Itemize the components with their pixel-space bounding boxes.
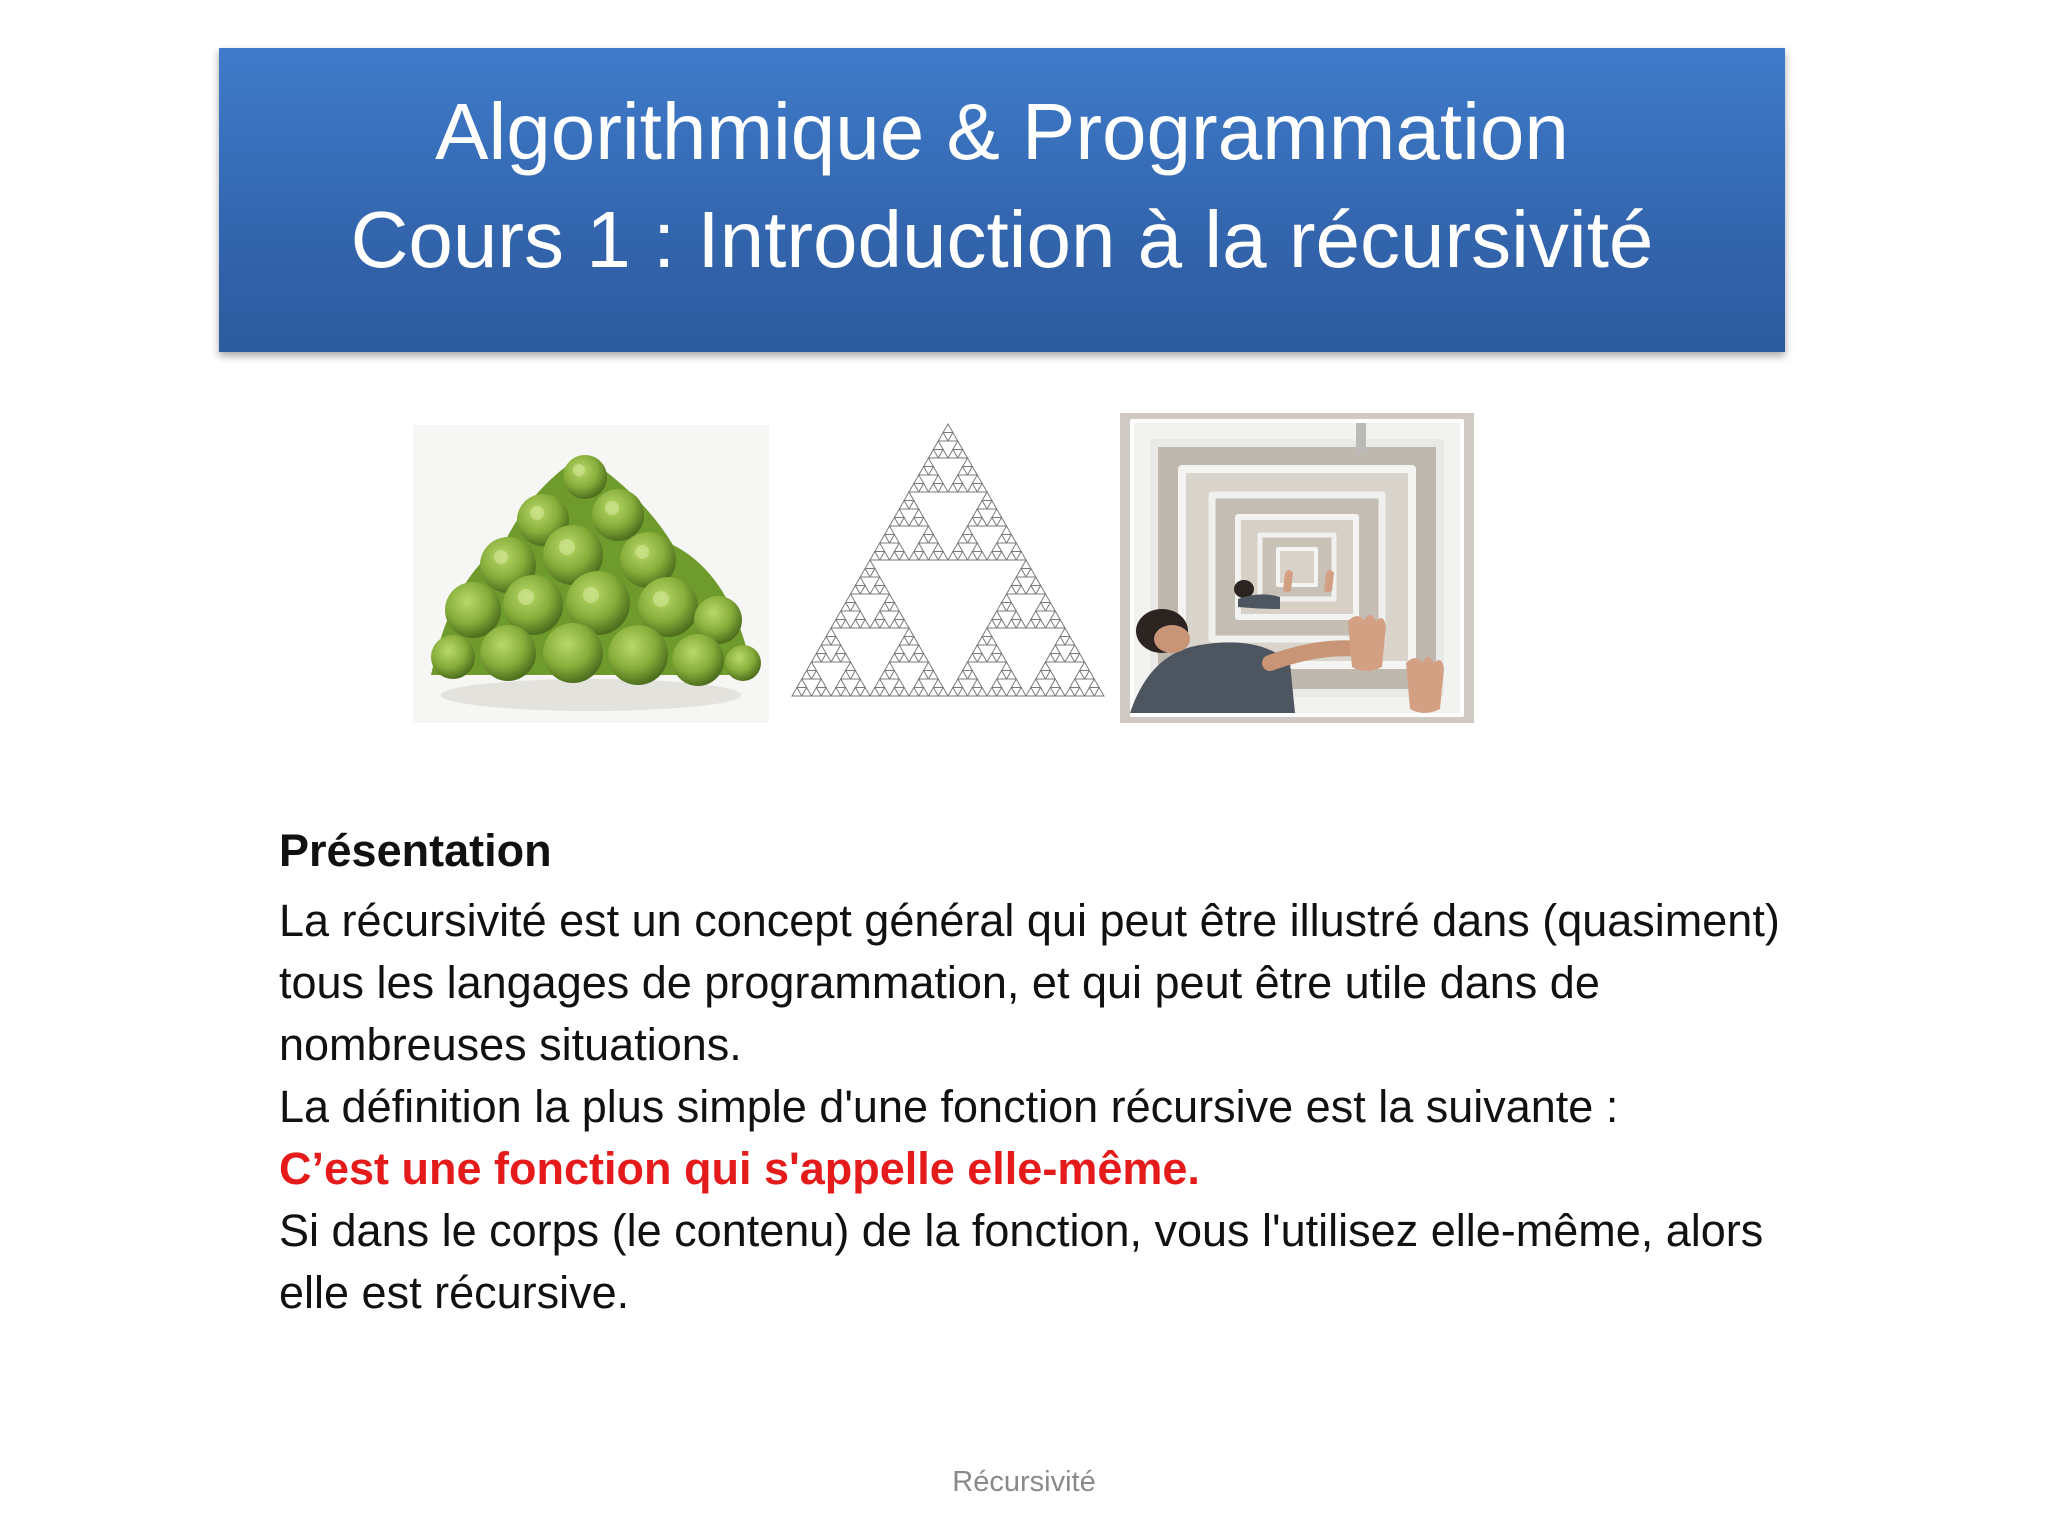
section-heading: Présentation [279,825,552,876]
paragraph-4: Si dans le corps (le contenu) de la fonction, vous l'utilisez elle-même, alors elle est récursive. [279,1205,1764,1318]
presentation-section [279,820,1799,1324]
title-line-1: Algorithmique & Programmation [435,87,1569,176]
mirror-image [1120,413,1474,723]
romanesco-image [413,425,769,723]
title-banner [219,48,1785,352]
definition-highlight: C’est une fonction qui s'appelle elle-même. [279,1143,1200,1194]
sierpinski-triangle-image [788,420,1108,700]
paragraph-2: La définition la plus simple d'une fonction récursive est la suivante : [279,1081,1619,1132]
slide-footer: Récursivité [952,1466,1096,1498]
paragraph-1: La récursivité est un concept général qui peut être illustré dans (quasiment) tous les langages de programmation, et qui peut être utile dans de nombreuses situations. [279,895,1780,1070]
title-line-2: Cours 1 : Introduction à la récursivité [350,195,1654,284]
